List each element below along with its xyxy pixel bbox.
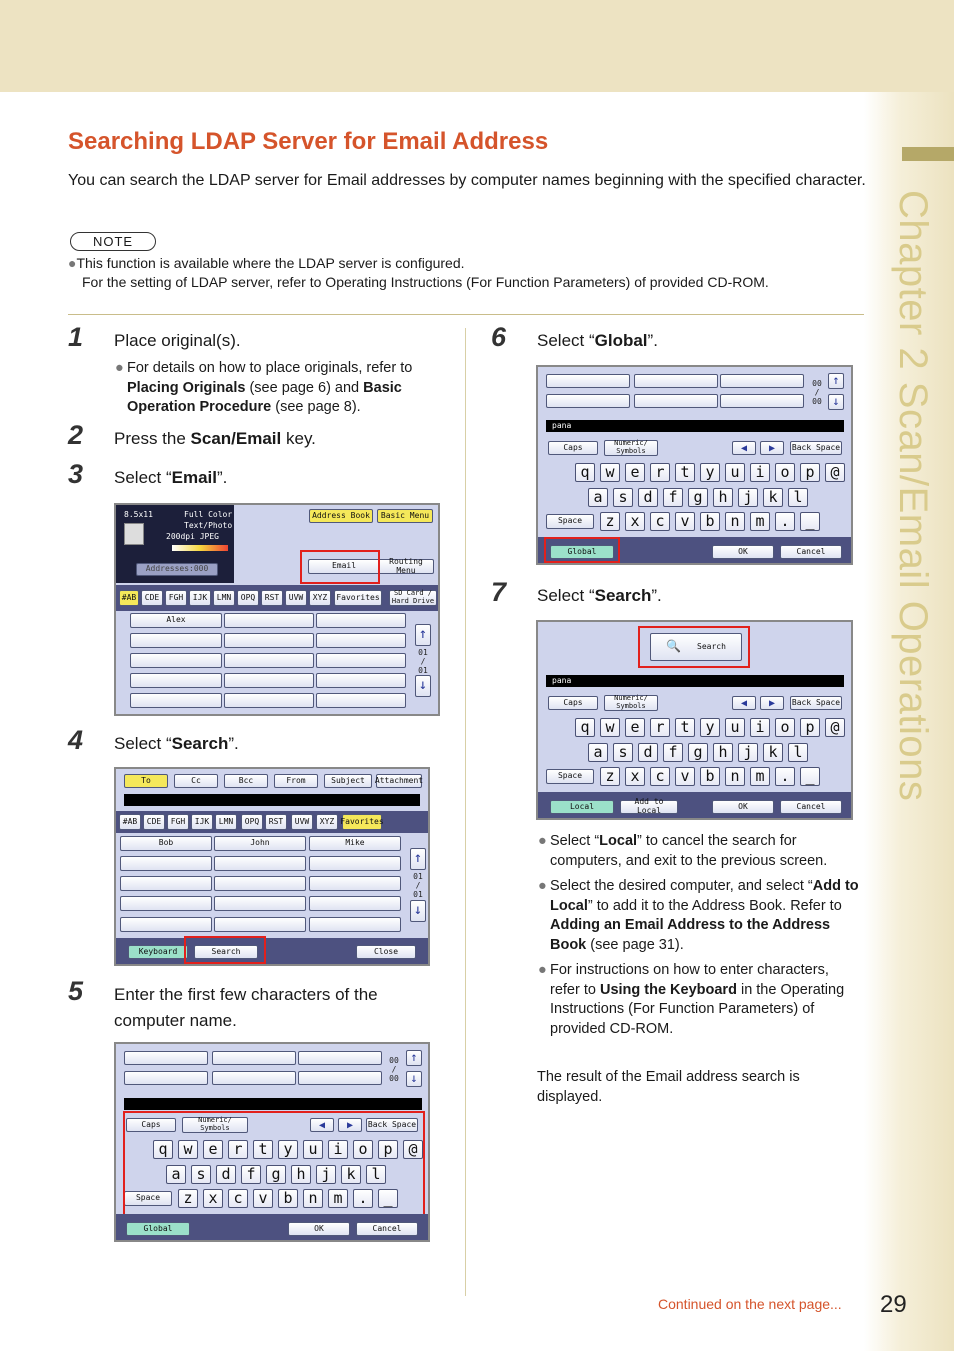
note-line-2: For the setting of LDAP server, refer to Operating Instructions (For Function Parameters) of provided CD-ROM. — [82, 274, 769, 290]
tab-xyz[interactable]: XYZ — [309, 590, 331, 606]
page-number: 29 — [880, 1291, 907, 1318]
key-period[interactable]: . — [775, 767, 795, 786]
key-m[interactable]: m — [328, 1189, 348, 1208]
chapter-tab-marker — [902, 147, 954, 161]
step-6-text: Select “Global”. — [537, 331, 658, 350]
cancel-button[interactable]: Cancel — [356, 1222, 418, 1236]
global-button[interactable]: Global — [126, 1222, 190, 1236]
key-w[interactable]: w — [178, 1140, 198, 1159]
address-entry-mike[interactable]: Mike — [309, 836, 401, 851]
highlight-email — [300, 550, 380, 584]
highlight-keyboard — [123, 1111, 425, 1217]
step-3-number: 3 — [68, 459, 84, 489]
key-p[interactable]: p — [800, 718, 820, 737]
result-slot[interactable] — [546, 374, 630, 388]
cancel-button[interactable]: Cancel — [780, 800, 842, 814]
key-period[interactable]: . — [775, 512, 795, 531]
address-entry[interactable] — [309, 856, 401, 871]
key-t[interactable]: t — [675, 718, 695, 737]
key-f[interactable]: f — [663, 743, 683, 762]
page-indicator: 01 / 01 — [413, 872, 423, 899]
subject-button[interactable]: Subject — [324, 774, 372, 788]
key-e[interactable]: e — [625, 718, 645, 737]
tab-ab[interactable]: #AB — [119, 590, 139, 606]
column-divider — [465, 328, 466, 1296]
address-entry[interactable] — [214, 876, 306, 891]
section-title: Searching LDAP Server for Email Address — [68, 128, 549, 155]
scroll-down-icon[interactable]: ↓ — [406, 1071, 422, 1087]
key-y[interactable]: y — [700, 718, 720, 737]
key-at[interactable]: @ — [825, 463, 845, 482]
key-r[interactable]: r — [650, 718, 670, 737]
key-d[interactable]: d — [638, 743, 658, 762]
key-o[interactable]: o — [775, 463, 795, 482]
key-z[interactable]: z — [600, 767, 620, 786]
to-button[interactable]: To — [124, 774, 168, 788]
ok-button[interactable]: OK — [712, 545, 774, 559]
address-entry[interactable] — [316, 633, 406, 648]
tab-favorites[interactable]: Favorites — [334, 590, 382, 606]
key-h[interactable]: h — [713, 488, 733, 507]
divider — [68, 314, 864, 315]
key-h[interactable]: h — [291, 1165, 311, 1184]
local-button[interactable]: Local — [550, 800, 614, 814]
key-underscore[interactable]: _ — [800, 767, 820, 786]
key-u[interactable]: u — [725, 463, 745, 482]
backspace-key[interactable]: Back Space — [366, 1118, 418, 1132]
key-u[interactable]: u — [303, 1140, 323, 1159]
tab-uvw[interactable]: UVW — [291, 814, 313, 830]
cursor-left-icon[interactable]: ◀ — [310, 1118, 334, 1132]
tab-opq[interactable]: OPQ — [241, 814, 263, 830]
density-bar — [172, 545, 228, 551]
step-7-bullet-add: ● Select the desired computer, and select “Add to Local” to add it to the Address Book. Refer to Adding an Email Address to the Address Book (see page 31). — [538, 878, 859, 953]
key-s[interactable]: s — [191, 1165, 211, 1184]
key-o[interactable]: o — [775, 718, 795, 737]
cancel-button[interactable]: Cancel — [780, 545, 842, 559]
key-f[interactable]: f — [663, 488, 683, 507]
scroll-down-icon[interactable]: ↓ — [828, 394, 844, 410]
address-entry[interactable] — [120, 917, 212, 932]
key-c[interactable]: c — [650, 512, 670, 531]
caps-key[interactable]: Caps — [126, 1118, 176, 1132]
result-slot[interactable] — [720, 374, 804, 388]
key-q[interactable]: q — [153, 1140, 173, 1159]
global-button[interactable]: Global — [550, 545, 614, 559]
key-p[interactable]: p — [378, 1140, 398, 1159]
step-2-number: 2 — [68, 420, 84, 450]
close-button[interactable]: Close — [356, 945, 416, 959]
cursor-left-icon[interactable]: ◀ — [732, 441, 756, 455]
backspace-key[interactable]: Back Space — [790, 441, 842, 455]
step-3-text: Select “Email”. — [114, 468, 228, 487]
address-entry[interactable] — [224, 633, 314, 648]
paper-size: 8.5x11 — [124, 510, 153, 519]
tab-rst[interactable]: RST — [261, 590, 283, 606]
step-7-bullet-local: ● Select “Local” to cancel the search for computers, and exit to the previous screen. — [538, 833, 828, 869]
search-button[interactable]: 🔍 Search — [650, 633, 742, 661]
tab-xyz[interactable]: XYZ — [316, 814, 338, 830]
key-e[interactable]: e — [203, 1140, 223, 1159]
address-entry[interactable] — [309, 917, 401, 932]
address-entry[interactable] — [214, 917, 306, 932]
key-u[interactable]: u — [725, 718, 745, 737]
scroll-up-icon[interactable]: ↑ — [406, 1050, 422, 1066]
address-entry[interactable] — [316, 613, 406, 628]
key-s[interactable]: s — [613, 743, 633, 762]
attachment-button[interactable]: Attachment — [376, 774, 422, 788]
scroll-up-icon[interactable]: ↑ — [415, 624, 431, 646]
key-a[interactable]: a — [588, 488, 608, 507]
step-5-text: Enter the first few characters of the computer name. — [114, 985, 378, 1030]
key-x[interactable]: x — [203, 1189, 223, 1208]
highlight-global — [544, 537, 620, 563]
header-band — [0, 0, 954, 92]
color-mode: Full Color — [184, 510, 233, 519]
result-slot[interactable] — [298, 1051, 382, 1065]
result-slot[interactable] — [124, 1051, 208, 1065]
tab-cde[interactable]: CDE — [141, 590, 163, 606]
key-j[interactable]: j — [738, 743, 758, 762]
key-underscore[interactable]: _ — [800, 512, 820, 531]
add-to-local-button[interactable]: Add to Local — [620, 800, 678, 814]
step-7-bullet-keyboard: ● For instructions on how to enter characters, refer to Using the Keyboard in the Operating Instructions (For Function Parameters) of provided CD-ROM. — [538, 962, 845, 1037]
key-i[interactable]: i — [750, 463, 770, 482]
cc-button[interactable]: Cc — [174, 774, 218, 788]
key-q[interactable]: q — [575, 718, 595, 737]
key-i[interactable]: i — [750, 718, 770, 737]
address-entry[interactable] — [130, 653, 222, 668]
cursor-right-icon[interactable]: ▶ — [338, 1118, 362, 1132]
key-g[interactable]: g — [688, 488, 708, 507]
numeric-symbols-key[interactable]: Numeric/ Symbols — [604, 440, 658, 456]
key-l[interactable]: l — [788, 488, 808, 507]
address-entry[interactable] — [120, 896, 212, 911]
space-key[interactable]: Space — [546, 514, 594, 529]
key-b[interactable]: b — [278, 1189, 298, 1208]
key-l[interactable]: l — [788, 743, 808, 762]
result-slot[interactable] — [634, 374, 718, 388]
key-k[interactable]: k — [341, 1165, 361, 1184]
text-input[interactable] — [124, 1098, 422, 1110]
tab-sd-card[interactable]: SD Card / Hard Drive — [389, 590, 437, 606]
result-slot[interactable] — [124, 1071, 208, 1085]
key-q[interactable]: q — [575, 463, 595, 482]
page-indicator: 01 / 01 — [418, 648, 428, 675]
key-y[interactable]: y — [700, 463, 720, 482]
key-y[interactable]: y — [278, 1140, 298, 1159]
ok-button[interactable]: OK — [288, 1222, 350, 1236]
tab-cde[interactable]: CDE — [143, 814, 165, 830]
highlight-search — [184, 936, 266, 964]
addresses-counter: Addresses:000 — [136, 563, 218, 576]
key-a[interactable]: a — [588, 743, 608, 762]
key-r[interactable]: r — [228, 1140, 248, 1159]
cursor-left-icon[interactable]: ◀ — [732, 696, 756, 710]
space-key[interactable]: Space — [124, 1191, 172, 1206]
tab-fgh[interactable]: FGH — [167, 814, 189, 830]
address-entry[interactable] — [214, 856, 306, 871]
key-a[interactable]: a — [166, 1165, 186, 1184]
screen-global — [536, 365, 853, 565]
backspace-key[interactable]: Back Space — [790, 696, 842, 710]
key-e[interactable]: e — [625, 463, 645, 482]
step-7-number: 7 — [491, 577, 507, 607]
text-input[interactable]: pana — [546, 420, 844, 432]
step-7-text: Select “Search”. — [537, 586, 662, 605]
key-b[interactable]: b — [700, 767, 720, 786]
key-x[interactable]: x — [625, 767, 645, 786]
key-z[interactable]: z — [178, 1189, 198, 1208]
step-1-text: Place original(s). — [114, 331, 241, 350]
screen-email-select — [114, 503, 440, 716]
key-d[interactable]: d — [638, 488, 658, 507]
screen-keyboard-entry — [114, 1042, 430, 1242]
chapter-title: Chapter 2 Scan/Email Operations — [891, 190, 935, 802]
address-entry[interactable] — [130, 633, 222, 648]
scroll-up-icon[interactable]: ↑ — [828, 373, 844, 389]
cursor-right-icon[interactable]: ▶ — [760, 696, 784, 710]
result-slot[interactable] — [212, 1071, 296, 1085]
step-4-text: Select “Search”. — [114, 734, 239, 753]
key-j[interactable]: j — [316, 1165, 336, 1184]
magnifier-icon: 🔍 — [666, 639, 682, 654]
caps-key[interactable]: Caps — [548, 696, 598, 710]
key-g[interactable]: g — [688, 743, 708, 762]
step-6-number: 6 — [491, 322, 507, 352]
scroll-up-icon[interactable]: ↑ — [410, 848, 426, 870]
key-k[interactable]: k — [763, 743, 783, 762]
tab-ijk[interactable]: IJK — [191, 814, 213, 830]
routing-menu-button[interactable]: Routing Menu — [378, 559, 434, 574]
scroll-down-icon[interactable]: ↓ — [410, 900, 426, 922]
result-slot[interactable] — [546, 394, 630, 408]
tab-uvw[interactable]: UVW — [285, 590, 307, 606]
key-z[interactable]: z — [600, 512, 620, 531]
page-indicator: 00 / 00 — [389, 1056, 399, 1083]
address-entry-bob[interactable]: Bob — [120, 836, 212, 851]
tab-ab[interactable]: #AB — [119, 814, 141, 830]
key-o[interactable]: o — [353, 1140, 373, 1159]
key-b[interactable]: b — [700, 512, 720, 531]
address-entry[interactable] — [130, 693, 222, 708]
key-i[interactable]: i — [328, 1140, 348, 1159]
step-5-number: 5 — [68, 976, 84, 1006]
key-t[interactable]: t — [253, 1140, 273, 1159]
address-entry[interactable] — [309, 896, 401, 911]
key-n[interactable]: n — [725, 767, 745, 786]
key-underscore[interactable]: _ — [378, 1189, 398, 1208]
address-entry[interactable] — [316, 673, 406, 688]
key-l[interactable]: l — [366, 1165, 386, 1184]
key-f[interactable]: f — [241, 1165, 261, 1184]
address-entry[interactable] — [130, 673, 222, 688]
key-c[interactable]: c — [650, 767, 670, 786]
key-x[interactable]: x — [625, 512, 645, 531]
key-v[interactable]: v — [675, 512, 695, 531]
page-indicator: 00 / 00 — [812, 379, 822, 406]
tab-ijk[interactable]: IJK — [189, 590, 211, 606]
key-m[interactable]: m — [750, 512, 770, 531]
key-k[interactable]: k — [763, 488, 783, 507]
screen-ldap-search — [536, 620, 853, 820]
address-entry[interactable] — [224, 673, 314, 688]
key-c[interactable]: c — [228, 1189, 248, 1208]
address-field[interactable] — [124, 794, 420, 806]
resolution: 200dpi JPEG — [166, 532, 219, 541]
step-1-bullet: ● For details on how to place originals, refer to Placing Originals (see page 6) and Basic Operation Procedure (see page 8). — [115, 360, 413, 415]
address-entry-alex[interactable]: Alex — [130, 613, 222, 628]
result-slot[interactable] — [298, 1071, 382, 1085]
cursor-right-icon[interactable]: ▶ — [760, 441, 784, 455]
key-j[interactable]: j — [738, 488, 758, 507]
key-period[interactable]: . — [353, 1189, 373, 1208]
highlight-search — [638, 626, 750, 668]
address-entry[interactable] — [316, 693, 406, 708]
address-entry[interactable] — [214, 896, 306, 911]
key-g[interactable]: g — [266, 1165, 286, 1184]
note-line-1: ●This function is available where the LDAP server is configured. — [68, 255, 465, 271]
key-n[interactable]: n — [725, 512, 745, 531]
image-mode: Text/Photo — [184, 521, 233, 530]
search-button[interactable]: Search — [194, 945, 258, 959]
tab-lmn[interactable]: LMN — [213, 590, 235, 606]
step-1-number: 1 — [68, 322, 84, 352]
result-slot[interactable] — [212, 1051, 296, 1065]
key-r[interactable]: r — [650, 463, 670, 482]
address-entry[interactable] — [120, 876, 212, 891]
key-w[interactable]: w — [600, 463, 620, 482]
tab-rst[interactable]: RST — [265, 814, 287, 830]
tab-opq[interactable]: OPQ — [237, 590, 259, 606]
key-p[interactable]: p — [800, 463, 820, 482]
address-entry[interactable] — [309, 876, 401, 891]
key-d[interactable]: d — [216, 1165, 236, 1184]
key-m[interactable]: m — [750, 767, 770, 786]
address-book-button[interactable]: Address Book — [309, 509, 373, 523]
address-entry[interactable] — [224, 693, 314, 708]
note-badge: NOTE — [70, 232, 156, 251]
key-h[interactable]: h — [713, 743, 733, 762]
address-entry[interactable] — [120, 856, 212, 871]
ok-button[interactable]: OK — [712, 800, 774, 814]
numeric-symbols-key[interactable]: Numeric/ Symbols — [604, 695, 658, 711]
address-entry[interactable] — [316, 653, 406, 668]
basic-menu-button[interactable]: Basic Menu — [377, 509, 433, 523]
result-slot[interactable] — [634, 394, 718, 408]
key-s[interactable]: s — [613, 488, 633, 507]
text-input[interactable]: pana — [546, 675, 844, 687]
tab-fgh[interactable]: FGH — [165, 590, 187, 606]
key-at[interactable]: @ — [403, 1140, 423, 1159]
space-key[interactable]: Space — [546, 769, 594, 784]
screen-search-select — [114, 767, 430, 966]
step-2-text: Press the Scan/Email key. — [114, 429, 316, 448]
email-button[interactable]: Email — [308, 559, 380, 574]
scroll-down-icon[interactable]: ↓ — [415, 675, 431, 697]
tab-favorites[interactable]: Favorites — [342, 814, 382, 830]
step-4-number: 4 — [68, 725, 84, 755]
bcc-button[interactable]: Bcc — [224, 774, 268, 788]
address-entry[interactable] — [224, 613, 314, 628]
key-v[interactable]: v — [675, 767, 695, 786]
key-t[interactable]: t — [675, 463, 695, 482]
key-n[interactable]: n — [303, 1189, 323, 1208]
key-w[interactable]: w — [600, 718, 620, 737]
result-slot[interactable] — [720, 394, 804, 408]
caps-key[interactable]: Caps — [548, 441, 598, 455]
intro-text: You can search the LDAP server for Email addresses by computer names beginning with the specified character. — [68, 172, 866, 189]
key-v[interactable]: v — [253, 1189, 273, 1208]
from-button[interactable]: From — [274, 774, 318, 788]
address-entry-john[interactable]: John — [214, 836, 306, 851]
keyboard-button[interactable]: Keyboard — [128, 945, 188, 959]
numeric-symbols-key[interactable]: Numeric/ Symbols — [182, 1117, 248, 1133]
key-at[interactable]: @ — [825, 718, 845, 737]
continued-link[interactable]: Continued on the next page... — [658, 1296, 842, 1312]
tab-lmn[interactable]: LMN — [215, 814, 237, 830]
original-icon — [124, 523, 144, 545]
address-entry[interactable] — [224, 653, 314, 668]
step-7-result: The result of the Email address search is displayed. — [537, 1069, 800, 1105]
